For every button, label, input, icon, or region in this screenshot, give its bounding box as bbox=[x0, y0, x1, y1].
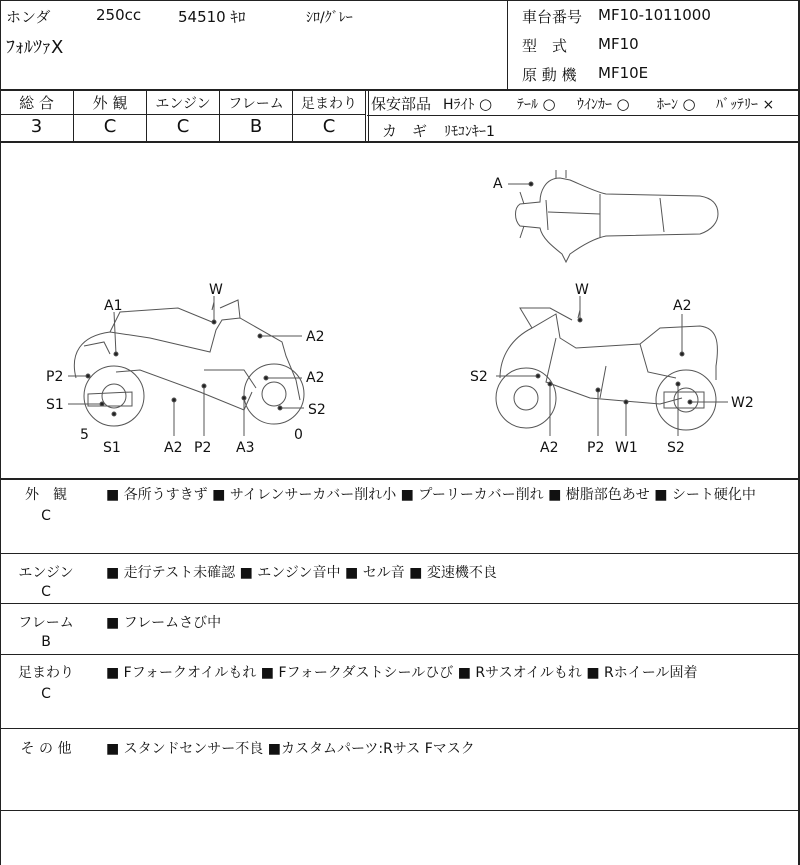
top-view-sketch bbox=[516, 170, 719, 262]
diag-label-left-a1: A1 bbox=[104, 298, 123, 314]
diag-label-top-a: A bbox=[493, 176, 503, 192]
safety-mid bbox=[367, 115, 800, 116]
safety-battery-mark: × bbox=[762, 97, 775, 113]
diag-label-left-5: 5 bbox=[80, 427, 89, 443]
diag-label-left-s1-bottom: S1 bbox=[103, 440, 121, 456]
remark-suspension-item: ■ Fフォークダストシールひび bbox=[260, 665, 454, 681]
diag-label-right-w1: W1 bbox=[615, 440, 638, 456]
safety-tail-mark: ○ bbox=[542, 95, 556, 113]
diag-label-left-a2-bottom: A2 bbox=[164, 440, 183, 456]
grade-frame-label: フレーム bbox=[228, 96, 284, 112]
remark-suspension-items bbox=[106, 662, 697, 682]
grade-engine-label: エンジン bbox=[155, 96, 211, 112]
diag-label-left-s1: S1 bbox=[46, 397, 64, 413]
remark-div-2 bbox=[0, 603, 800, 604]
remark-other-item: ■カスタムパーツ:Rサス Fマスク bbox=[267, 741, 475, 757]
grade-col-6 bbox=[368, 90, 369, 142]
diag-label-left-0: 0 bbox=[294, 427, 303, 443]
diag-label-right-w: W bbox=[575, 282, 589, 298]
grade-engine-value: C bbox=[176, 116, 190, 137]
safety-horn-mark: ○ bbox=[682, 95, 696, 113]
safety-winker-mark: ○ bbox=[616, 95, 630, 113]
maker: ホンダ bbox=[6, 8, 51, 26]
border-top bbox=[0, 0, 800, 1]
engine-type-label: 原 動 機 bbox=[522, 66, 577, 84]
diag-label-left-a2-mid: A2 bbox=[306, 370, 325, 386]
diag-label-right-p2: P2 bbox=[587, 440, 605, 456]
remark-engine-item: ■ エンジン音中 bbox=[239, 565, 341, 581]
model-type-label: 型 式 bbox=[522, 37, 568, 55]
motorcycle-diagram bbox=[0, 142, 800, 478]
remark-exterior-items bbox=[106, 484, 756, 504]
remark-engine-grade: C bbox=[41, 584, 51, 600]
remark-suspension-item: ■ Fフォークオイルもれ bbox=[106, 665, 257, 681]
safety-winker bbox=[577, 94, 630, 114]
diagram-bottom bbox=[0, 478, 800, 480]
remark-exterior-item: ■ シート硬化中 bbox=[654, 487, 756, 503]
diag-label-left-p2-bottom: P2 bbox=[194, 440, 212, 456]
key-value: ﾘﾓｺﾝｷｰ1 bbox=[444, 124, 495, 140]
diag-label-left-a2-top: A2 bbox=[306, 329, 325, 345]
remark-suspension-item: ■ Rサスオイルもれ bbox=[457, 665, 582, 681]
safety-tail-name: ﾃｰﾙ bbox=[517, 97, 538, 113]
safety-headlight-name: Hﾗｲﾄ bbox=[443, 97, 475, 113]
grade-exterior-label: 外 観 bbox=[92, 94, 128, 112]
remark-div-4 bbox=[0, 728, 800, 729]
remark-div-5 bbox=[0, 810, 800, 811]
diag-label-right-s2-bottom: S2 bbox=[667, 440, 685, 456]
remark-exterior-grade: C bbox=[41, 508, 51, 524]
remark-suspension-grade: C bbox=[41, 686, 51, 702]
grade-label-mid bbox=[0, 114, 366, 115]
remark-div-3 bbox=[0, 654, 800, 655]
mileage: 54510 ｷﾛ bbox=[178, 8, 246, 26]
grade-overall-value: 3 bbox=[30, 116, 43, 137]
header-bottom bbox=[0, 89, 800, 91]
remark-suspension-label: 足まわり bbox=[18, 665, 74, 681]
diag-label-left-p2: P2 bbox=[46, 369, 64, 385]
grade-col-5 bbox=[365, 90, 366, 142]
remark-engine-item: ■ セル音 bbox=[345, 565, 405, 581]
displacement: 250cc bbox=[96, 6, 142, 24]
safety-headlight bbox=[443, 94, 492, 114]
right-side-sketch bbox=[496, 308, 717, 430]
grade-frame-value: B bbox=[249, 116, 263, 137]
remark-other-items bbox=[106, 738, 475, 758]
remark-exterior-item: ■ プーリーカバー削れ bbox=[400, 487, 544, 503]
engine-type: MF10E bbox=[598, 64, 649, 82]
frame-no-label: 車台番号 bbox=[522, 8, 583, 26]
grade-suspension-label: 足まわり bbox=[301, 96, 357, 112]
body-color: ｼﾛ/ｸﾞﾚｰ bbox=[306, 10, 353, 26]
remark-frame-items bbox=[106, 612, 221, 632]
safety-parts-label: 保安部品 bbox=[371, 95, 432, 113]
model-name: ﾌｫﾙﾂｧX bbox=[6, 37, 64, 58]
safety-headlight-mark: ○ bbox=[478, 95, 493, 113]
remark-other-item: ■ スタンドセンサー不良 bbox=[106, 741, 264, 757]
diag-label-right-w2: W2 bbox=[731, 395, 754, 411]
diag-label-right-a2-bottom: A2 bbox=[540, 440, 559, 456]
remark-engine-items bbox=[106, 562, 497, 582]
remark-engine-item: ■ 変速機不良 bbox=[409, 565, 497, 581]
safety-tail bbox=[517, 94, 556, 114]
grade-exterior-value: C bbox=[103, 116, 117, 137]
remark-exterior-label: 外 観 bbox=[25, 487, 67, 503]
safety-horn bbox=[657, 94, 696, 114]
remark-suspension-item: ■ Rホイール固着 bbox=[586, 665, 698, 681]
diag-label-right-s2: S2 bbox=[470, 369, 488, 385]
left-side-sketch bbox=[74, 300, 304, 426]
diag-label-right-a2-top: A2 bbox=[673, 298, 692, 314]
diag-label-left-s2: S2 bbox=[308, 402, 326, 418]
remark-frame-item: ■ フレームさび中 bbox=[106, 615, 222, 631]
remark-engine-item: ■ 走行テスト未確認 bbox=[106, 565, 236, 581]
remark-frame-grade: B bbox=[41, 634, 51, 650]
frame-no: MF10-1011000 bbox=[598, 6, 711, 24]
diag-label-left-w: W bbox=[209, 282, 223, 298]
diag-label-left-a3: A3 bbox=[236, 440, 255, 456]
key-label: カ ギ bbox=[382, 122, 428, 140]
remark-div-1 bbox=[0, 553, 800, 554]
grade-overall-label: 総 合 bbox=[19, 94, 54, 112]
safety-battery bbox=[716, 94, 774, 114]
grade-suspension-value: C bbox=[322, 116, 336, 137]
remark-other-label: そ の 他 bbox=[20, 741, 72, 757]
remark-frame-label: フレーム bbox=[18, 615, 74, 631]
remark-exterior-item: ■ 樹脂部色あせ bbox=[548, 487, 650, 503]
safety-battery-name: ﾊﾞｯﾃﾘｰ bbox=[716, 97, 758, 113]
remark-engine-label: エンジン bbox=[18, 565, 74, 581]
header-divider bbox=[507, 0, 508, 90]
model-type: MF10 bbox=[598, 35, 639, 53]
remark-exterior-item: ■ サイレンサーカバー削れ小 bbox=[212, 487, 397, 503]
safety-winker-name: ｳｲﾝｶｰ bbox=[577, 97, 612, 113]
remark-exterior-item: ■ 各所うすきず bbox=[106, 487, 208, 503]
safety-horn-name: ﾎｰﾝ bbox=[657, 97, 678, 113]
